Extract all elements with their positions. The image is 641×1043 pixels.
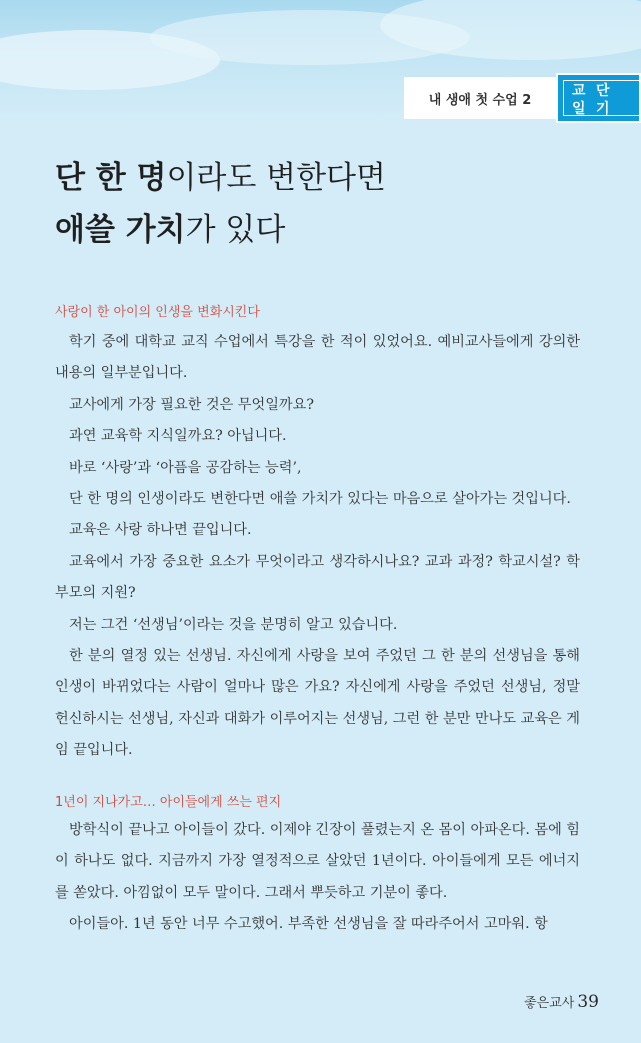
paragraph: 방학식이 끝나고 아이들이 갔다. 이제야 긴장이 풀렸는지 온 몸이 아파온다. 몸에 힘이 하나도 없다. 지금까지 가장 열정적으로 살았던 1년이다. 아이들에게 모든 에너지를 쏟았다. 아낌없이 모두 말이다. 그래서 뿌듯하고 기분이 좋다.: [55, 822, 580, 901]
section-heading-2: 1년이 지나가고… 아이들에게 쓰는 편지: [55, 795, 282, 810]
section-body-1: [55, 327, 580, 767]
paragraph: 과연 교육학 지식일까요? 아닙니다.: [69, 428, 287, 445]
paragraph: 아이들아. 1년 동안 너무 수고했어. 부족한 선생님을 잘 따라주어서 고마워. 항: [69, 916, 548, 933]
paragraph: 한 분의 열정 있는 선생님. 자신에게 사랑을 보여 주었던 그 한 분의 선생님을 통해 인생이 바뀌었다는 사람이 얼마나 많은 가요? 자신에게 사랑을 주었던 선생님, 정말 헌신하시는 선생님, 자신과 대화가 이루어지는 선생님, 그런 한 분만 만나도 교육은 게임 끝입니다.: [55, 648, 580, 759]
page-title: [55, 152, 595, 256]
column-char: 교: [572, 83, 586, 99]
paragraph: 교육에서 가장 중요한 요소가 무엇이라고 생각하시나요? 교과 과정? 학교시설? 학부모의 지원?: [55, 553, 580, 602]
page-number: 39: [577, 992, 599, 1012]
series-label-text: 내 생애 첫 수업 2: [428, 92, 532, 108]
series-label: [404, 77, 556, 119]
paragraph: 학기 중에 대학교 교직 수업에서 특강을 한 적이 있었어요. 예비교사들에게 강의한 내용의 일부분입니다.: [55, 334, 580, 382]
column-badge: [556, 73, 641, 123]
paragraph: 바로 ‘사랑’과 ‘아픔을 공감하는 능력’,: [69, 459, 302, 476]
column-char: 기: [596, 101, 610, 117]
title-line-1: 단 한 명이라도 변한다면: [55, 160, 386, 196]
magazine-name: 좋은교사: [524, 996, 575, 1011]
column-char: 일: [572, 101, 586, 117]
paragraph: 단 한 명의 인생이라도 변한다면 애쓸 가치가 있다는 마음으로 살아가는 것입니다.: [69, 491, 571, 508]
column-char: 단: [596, 83, 610, 99]
title-line-2: 애쓸 가치가 있다: [55, 212, 286, 248]
section-heading-1: 사랑이 한 아이의 인생을 변화시킨다: [55, 305, 260, 320]
section-body-2: [55, 815, 580, 941]
paragraph: 교사에게 가장 필요한 것은 무엇일까요?: [69, 396, 314, 413]
paragraph: 교육은 사랑 하나면 끝입니다.: [69, 522, 252, 539]
page-footer: [524, 992, 599, 1012]
paragraph: 저는 그건 ‘선생님’이라는 것을 분명히 알고 있습니다.: [69, 616, 398, 633]
